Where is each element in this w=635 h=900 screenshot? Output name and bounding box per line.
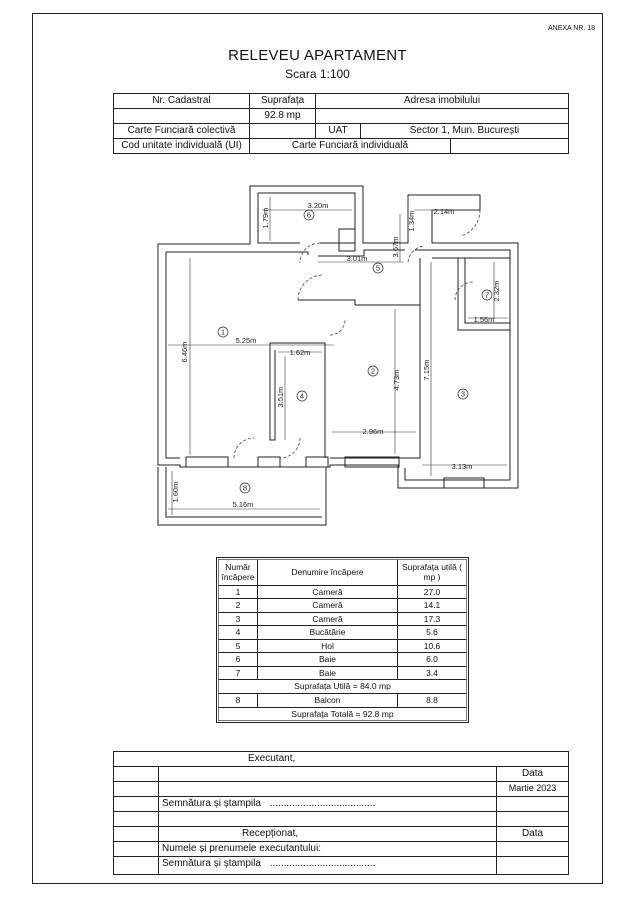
dim-4-73: 4.73m bbox=[392, 369, 401, 391]
dim-5-25: 5.25m bbox=[235, 336, 257, 345]
room-label-3: 3 bbox=[460, 389, 466, 399]
balcon-name: Balcon bbox=[314, 695, 341, 705]
page-title: RELEVEU APARTAMENT bbox=[228, 47, 407, 64]
room-label-1: 1 bbox=[220, 327, 226, 337]
room-label-8: 8 bbox=[242, 483, 248, 493]
dim-3-20: 3.20m bbox=[307, 201, 329, 210]
dim-1-56: 1.56m bbox=[473, 315, 495, 324]
scale-label: Scara 1:100 bbox=[285, 67, 350, 81]
col-header-nr: Număr încăpere bbox=[221, 562, 255, 582]
row-2-nr: 2 bbox=[235, 600, 241, 610]
executant-label: Executant, bbox=[248, 753, 296, 764]
annex-label: ANEXA NR. 18 bbox=[548, 25, 596, 32]
dim-5-16: 5.16m bbox=[232, 500, 254, 509]
grand-total: Suprafața Totală = 92.8 mp bbox=[291, 709, 394, 719]
semnatura-label-1 bbox=[162, 798, 375, 809]
room-label-5: 5 bbox=[375, 263, 381, 273]
row-7-nr: 7 bbox=[235, 668, 241, 678]
suprafata-value: 92.8 mp bbox=[264, 110, 301, 121]
dim-2-14: 2.14m bbox=[433, 207, 455, 216]
suprafata-label: Suprafața bbox=[260, 95, 305, 106]
row-6-area: 6.0 bbox=[426, 654, 438, 664]
row-3-nr: 3 bbox=[235, 614, 241, 624]
receptionat-label: Recepționat, bbox=[242, 828, 299, 839]
row-2-name: Cameră bbox=[312, 600, 343, 610]
balcon-nr: 8 bbox=[235, 695, 241, 705]
room-label-6: 6 bbox=[306, 210, 312, 220]
room-label-4: 4 bbox=[299, 391, 305, 401]
uat-label: UAT bbox=[328, 125, 348, 136]
uat-value: Sector 1, Mun. București bbox=[409, 125, 520, 136]
row-3-area: 17.3 bbox=[423, 614, 441, 624]
col-header-name: Denumire încăpere bbox=[291, 567, 364, 577]
semnatura-label-2 bbox=[162, 858, 375, 869]
dim-2-32: 2.32m bbox=[492, 280, 501, 302]
dim-3-13: 3.13m bbox=[451, 462, 473, 471]
dim-3-67: 3.67m bbox=[391, 236, 400, 258]
row-4-area: 5.6 bbox=[426, 627, 438, 637]
carte-individuala-label: Carte Funciară individuală bbox=[291, 140, 409, 151]
nr-cadastral-label: Nr. Cadastral bbox=[152, 95, 211, 106]
row-6-nr: 6 bbox=[235, 654, 241, 664]
row-5-name: Hol bbox=[321, 641, 334, 651]
cod-ui-label: Cod unitate individuală (UI) bbox=[121, 140, 242, 151]
dim-6-46: 6.46m bbox=[180, 341, 189, 363]
dim-7-15: 7.15m bbox=[422, 359, 431, 381]
data-label-1: Data bbox=[521, 768, 544, 779]
dim-3-01: 3.01m bbox=[346, 254, 368, 263]
adresa-label: Adresa imobilului bbox=[403, 95, 481, 106]
row-3-name: Cameră bbox=[312, 614, 343, 624]
row-1-nr: 1 bbox=[235, 587, 241, 597]
dim-1-34: 1.34m bbox=[407, 210, 416, 232]
row-4-name: Bucătărie bbox=[309, 627, 346, 637]
row-1-name: Cameră bbox=[312, 587, 343, 597]
dim-1-60: 1.60m bbox=[171, 481, 180, 503]
dim-2-96: 2.96m bbox=[362, 427, 384, 436]
room-label-2: 2 bbox=[370, 366, 376, 376]
dots-1: ...................................... bbox=[269, 798, 376, 809]
semnatura-text-1: Semnătura și ștampila bbox=[162, 798, 261, 809]
row-7-name: Baie bbox=[318, 668, 336, 678]
row-1-area: 27.0 bbox=[423, 587, 441, 597]
row-4-nr: 4 bbox=[235, 627, 241, 637]
util-total: Suprafața Utilă = 84.0 mp bbox=[294, 681, 391, 691]
room-label-7: 7 bbox=[484, 290, 490, 300]
row-5-area: 10.6 bbox=[423, 641, 441, 651]
data-label-2: Data bbox=[521, 828, 544, 839]
dim-1-62: 1.62m bbox=[289, 348, 311, 357]
semnatura-text-2: Semnătura și ștampila bbox=[162, 858, 261, 869]
row-5-nr: 5 bbox=[235, 641, 241, 651]
carte-colectiva-label: Carte Funciară colectivă bbox=[127, 125, 236, 136]
col-header-area: Suprafața utilă ( mp ) bbox=[401, 562, 462, 582]
dots-2: ...................................... bbox=[269, 858, 376, 869]
numele-label: Numele și prenumele executantului: bbox=[162, 843, 321, 854]
row-7-area: 3.4 bbox=[426, 668, 438, 678]
date-value: Martie 2023 bbox=[508, 783, 557, 793]
balcon-area: 8.8 bbox=[426, 695, 438, 705]
row-2-area: 14.1 bbox=[423, 600, 441, 610]
dim-1-79: 1.79m bbox=[261, 207, 270, 229]
dim-3-51: 3.51m bbox=[276, 386, 285, 408]
row-6-name: Baie bbox=[318, 654, 336, 664]
